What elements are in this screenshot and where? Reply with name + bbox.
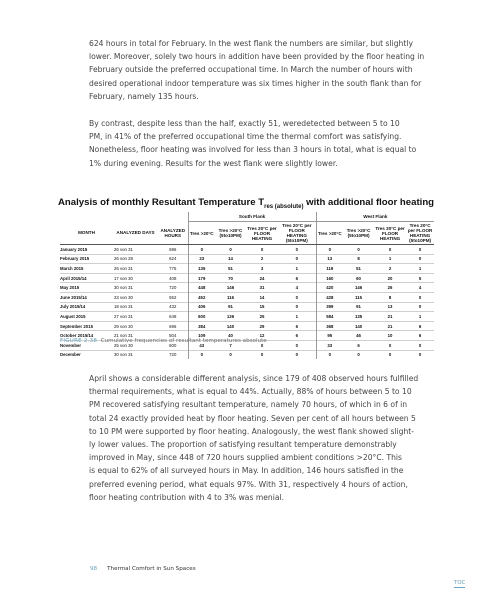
south-value-cell: 0 — [188, 245, 215, 255]
west-value-cell: 4 — [406, 283, 434, 293]
south-value-cell: 25 — [246, 312, 278, 322]
west-value-cell: 10 — [374, 331, 406, 341]
south-value-cell: 0 — [278, 302, 316, 312]
west-value-cell: 119 — [316, 264, 343, 274]
text-line: ly lower values. The proportion of satisfying resultant temperature demonstrably — [89, 440, 397, 450]
west-value-cell: 160 — [316, 273, 343, 283]
month-cell: December — [60, 350, 113, 359]
hours-cell: 720 — [158, 350, 188, 359]
table-row — [60, 312, 434, 322]
text-line: improved in May, since 448 of 720 hours supplied ambient conditions >20°C. This — [89, 453, 402, 463]
hours-cell: 408 — [158, 273, 188, 283]
days-cell: 21 von 31 — [113, 331, 158, 341]
table-row — [60, 264, 434, 274]
west-value-cell: 0 — [406, 245, 434, 255]
south-value-cell: 7 — [215, 340, 246, 350]
days-cell: 30 von 31 — [113, 283, 158, 293]
month-cell: May 2015 — [60, 283, 113, 293]
days-cell: 29 von 30 — [113, 321, 158, 331]
south-value-cell: 6 — [278, 331, 316, 341]
west-value-cell: 420 — [316, 283, 343, 293]
text-line: PM, in 41% of the preferred occupational time the thermal comfort was satisfying. — [89, 132, 402, 142]
table-row — [60, 254, 434, 264]
south-value-cell: 6 — [278, 273, 316, 283]
month-cell: March 2015 — [60, 264, 113, 274]
south-value-cell: 0 — [278, 340, 316, 350]
west-value-cell: 0 — [374, 350, 406, 359]
south-value-cell: 0 — [215, 245, 246, 255]
caption-label: FIGURE 2.38 — [60, 338, 98, 344]
west-value-cell: 13 — [316, 254, 343, 264]
west-value-cell: 146 — [343, 283, 374, 293]
text-line: is equal to 62% of all surveyed hours in May. In addition, 146 hours satisfied in the — [89, 466, 404, 476]
west-value-cell: 46 — [343, 331, 374, 341]
days-cell: 25 von 30 — [113, 340, 158, 350]
days-cell: 26 von 28 — [113, 254, 158, 264]
days-cell: 17 von 30 — [113, 273, 158, 283]
month-cell: August 2015 — [60, 312, 113, 322]
south-value-cell: 4 — [278, 283, 316, 293]
west-value-cell: 21 — [374, 312, 406, 322]
south-value-cell: 0 — [278, 292, 316, 302]
west-value-cell: 21 — [374, 321, 406, 331]
south-value-cell: 15 — [246, 302, 278, 312]
west-value-cell: 6 — [343, 340, 374, 350]
caption-text: Cumulative frequencies of resultant temperatures absolute — [100, 338, 267, 344]
table-row — [60, 350, 434, 359]
hours-cell: 504 — [158, 331, 188, 341]
month-cell: November — [60, 340, 113, 350]
col-header-west-tres-evening: Tres >20°C (5to10PM) — [343, 222, 374, 245]
west-value-cell: 115 — [343, 292, 374, 302]
hours-cell: 552 — [158, 292, 188, 302]
south-value-cell: 14 — [215, 254, 246, 264]
figure-title: Analysis of monthly Resultant Temperature $T_{res (absolute)}$ with additional floor heating — [58, 197, 435, 210]
text-line: total 24 exactly provided heat by floor heating. Seven per cent of all hours between 5 — [89, 413, 416, 423]
text-line: April shows a considerable different analysis, since 179 of 408 observed hours fulfilled — [89, 374, 419, 383]
south-value-cell: 140 — [215, 321, 246, 331]
table-row — [60, 283, 434, 293]
west-value-cell: 95 — [316, 331, 343, 341]
month-cell: January 2015 — [60, 245, 113, 255]
page-number: 98 — [90, 566, 98, 572]
hours-cell: 624 — [158, 254, 188, 264]
south-value-cell: 51 — [215, 264, 246, 274]
text-line: floor heating contribution with 4 to 3% was menial. — [89, 492, 284, 502]
west-value-cell: 0 — [406, 254, 434, 264]
west-value-cell: 20 — [374, 273, 406, 283]
south-value-cell: 109 — [188, 331, 215, 341]
west-value-cell: 91 — [343, 302, 374, 312]
col-header-west-tres: Tres >20°C — [316, 222, 343, 245]
south-value-cell: 384 — [188, 321, 215, 331]
south-value-cell: 135 — [188, 264, 215, 274]
west-value-cell: 1 — [406, 264, 434, 274]
south-value-cell: 116 — [215, 292, 246, 302]
west-value-cell: 13 — [374, 302, 406, 312]
south-value-cell: 3 — [246, 264, 278, 274]
west-value-cell: 8 — [374, 292, 406, 302]
text-line: preferred evening period, what equals 97%. With 31, respectively 4 hours of action, — [89, 479, 408, 489]
hours-cell: 600 — [158, 340, 188, 350]
days-cell: 18 von 31 — [113, 302, 158, 312]
south-value-cell: 91 — [215, 302, 246, 312]
toc-link[interactable]: TOC — [454, 580, 466, 586]
text-line: 1% during evening. Results for the west flank were slightly lower. — [89, 158, 338, 168]
west-value-cell: 135 — [343, 312, 374, 322]
col-header-south-floor: Tres 20°C per FLOOR HEATING — [246, 222, 278, 245]
figure-caption — [60, 338, 267, 344]
south-value-cell: 23 — [188, 254, 215, 264]
col-header-south-tres-evening: Tres >20°C (5to10PM) — [215, 222, 246, 245]
text-line: Nonetheless, floor heating was involved for less than 3 hours in total, what is equal to — [89, 145, 417, 155]
month-cell: October 2015/14 — [60, 331, 113, 341]
west-value-cell: 428 — [316, 292, 343, 302]
south-value-cell: 2 — [246, 254, 278, 264]
west-value-cell: 2 — [374, 264, 406, 274]
text-line: By contrast, despite less than the half, exactly 51, weredetected between 5 to 10 — [89, 119, 400, 128]
west-value-cell: 6 — [406, 331, 434, 341]
south-value-cell: 70 — [215, 273, 246, 283]
south-value-cell: 0 — [246, 350, 278, 359]
west-value-cell: 26 — [374, 283, 406, 293]
col-header-west-floor-evening: Tres 20°C per FLOOR HEATING (5to10PM) — [407, 223, 433, 243]
col-header-west-floor: Tres 20°C per FLOOR HEATING — [374, 222, 406, 245]
west-value-cell: 0 — [343, 350, 374, 359]
group-header-west: West Flank — [316, 212, 434, 222]
west-value-cell: 0 — [316, 245, 343, 255]
west-value-cell: 399 — [316, 302, 343, 312]
col-header-hours: ANALYZED HOURS — [158, 222, 188, 245]
south-value-cell: 0 — [278, 245, 316, 255]
west-value-cell: 51 — [343, 264, 374, 274]
south-value-cell: 43 — [188, 340, 215, 350]
south-value-cell: 136 — [215, 312, 246, 322]
west-value-cell: 1 — [406, 312, 434, 322]
south-value-cell: 0 — [278, 350, 316, 359]
south-value-cell: 448 — [188, 283, 215, 293]
south-value-cell: 12 — [246, 331, 278, 341]
south-value-cell: 179 — [188, 273, 215, 283]
text-line: desired operational indoor temperature was six times higher in the south flank than for — [89, 78, 422, 88]
south-value-cell: 24 — [246, 273, 278, 283]
table-row — [60, 245, 434, 255]
south-value-cell: 406 — [188, 302, 215, 312]
south-value-cell: 452 — [188, 292, 215, 302]
text-line: thermal requirements, what is equal to 44%. Actually, 88% of hours between 5 to 10 — [89, 387, 412, 397]
west-value-cell: 0 — [406, 292, 434, 302]
month-cell: June 2015/14 — [60, 292, 113, 302]
west-value-cell: 0 — [316, 350, 343, 359]
hours-cell: 696 — [158, 245, 188, 255]
south-value-cell: 0 — [215, 350, 246, 359]
south-value-cell: 0 — [188, 350, 215, 359]
table-row — [60, 292, 434, 302]
col-header-days: ANALYZED DAYS — [113, 222, 158, 245]
west-value-cell: 0 — [406, 340, 434, 350]
hours-cell: 720 — [158, 283, 188, 293]
group-header-south: South Flank — [188, 212, 316, 222]
month-cell: February 2015 — [60, 254, 113, 264]
hours-cell: 775 — [158, 264, 188, 274]
west-value-cell: 33 — [316, 340, 343, 350]
hours-cell: 432 — [158, 302, 188, 312]
west-value-cell: 0 — [374, 340, 406, 350]
col-header-south-floor-evening: Tres 20°C per FLOOR HEATING (5to10PM) — [278, 222, 316, 245]
section-title: Thermal Comfort in Sun Spaces — [107, 566, 196, 572]
paragraph-april-may — [89, 372, 434, 504]
paragraph-march — [89, 117, 434, 170]
south-value-cell: 31 — [246, 283, 278, 293]
month-cell: September 2015 — [60, 321, 113, 331]
days-cell: 26 von 31 — [113, 245, 158, 255]
south-value-cell: 14 — [246, 292, 278, 302]
col-header-month: MONTH — [60, 222, 113, 245]
table-row — [60, 273, 434, 283]
west-value-cell: 5 — [406, 273, 434, 283]
west-value-cell: 8 — [343, 254, 374, 264]
text-line: to 10 PM were supported by floor heating. Analogously, the west flank showed slight- — [89, 426, 414, 436]
west-value-cell: 140 — [343, 321, 374, 331]
south-value-cell: 1 — [278, 264, 316, 274]
west-value-cell: 6 — [406, 321, 434, 331]
south-value-cell: 600 — [188, 312, 215, 322]
south-value-cell: 29 — [246, 321, 278, 331]
west-value-cell: 0 — [374, 245, 406, 255]
south-value-cell: 1 — [278, 312, 316, 322]
days-cell: 23 von 30 — [113, 292, 158, 302]
west-value-cell: 0 — [343, 245, 374, 255]
days-cell: 30 von 31 — [113, 350, 158, 359]
text-line: February outside the preferred occupational time. In March the number of hours with — [89, 65, 413, 75]
page-footer — [90, 566, 196, 572]
paragraph-february — [89, 37, 434, 103]
south-value-cell: 0 — [246, 340, 278, 350]
hours-cell: 696 — [158, 321, 188, 331]
west-value-cell: 60 — [343, 273, 374, 283]
west-value-cell: 368 — [316, 321, 343, 331]
south-value-cell: 0 — [278, 254, 316, 264]
west-value-cell: 0 — [406, 350, 434, 359]
hours-cell: 648 — [158, 312, 188, 322]
table-row — [60, 321, 434, 331]
west-value-cell: 0 — [406, 302, 434, 312]
south-value-cell: 40 — [215, 331, 246, 341]
days-cell: 27 von 31 — [113, 312, 158, 322]
text-line: lower. Moreover, solely two hours in addition have been provided by the floor heating in — [89, 52, 425, 62]
text-line: PM recovered satisfying resultant temperature, namely 70 hours, of which in 6 of in — [89, 400, 408, 410]
south-value-cell: 0 — [246, 245, 278, 255]
col-header-south-tres: Tres >20°C — [188, 222, 215, 245]
west-value-cell: 1 — [374, 254, 406, 264]
south-value-cell: 146 — [215, 283, 246, 293]
text-line: February, namely 135 hours. — [89, 91, 199, 101]
west-value-cell: 584 — [316, 312, 343, 322]
month-cell: July 2015/14 — [60, 302, 113, 312]
month-cell: April 2015/14 — [60, 273, 113, 283]
south-value-cell: 6 — [278, 321, 316, 331]
table-row — [60, 302, 434, 312]
days-cell: 26 von 31 — [113, 264, 158, 274]
text-line: 624 hours in total for February. In the west flank the numbers are similar, but slightly — [89, 39, 413, 48]
